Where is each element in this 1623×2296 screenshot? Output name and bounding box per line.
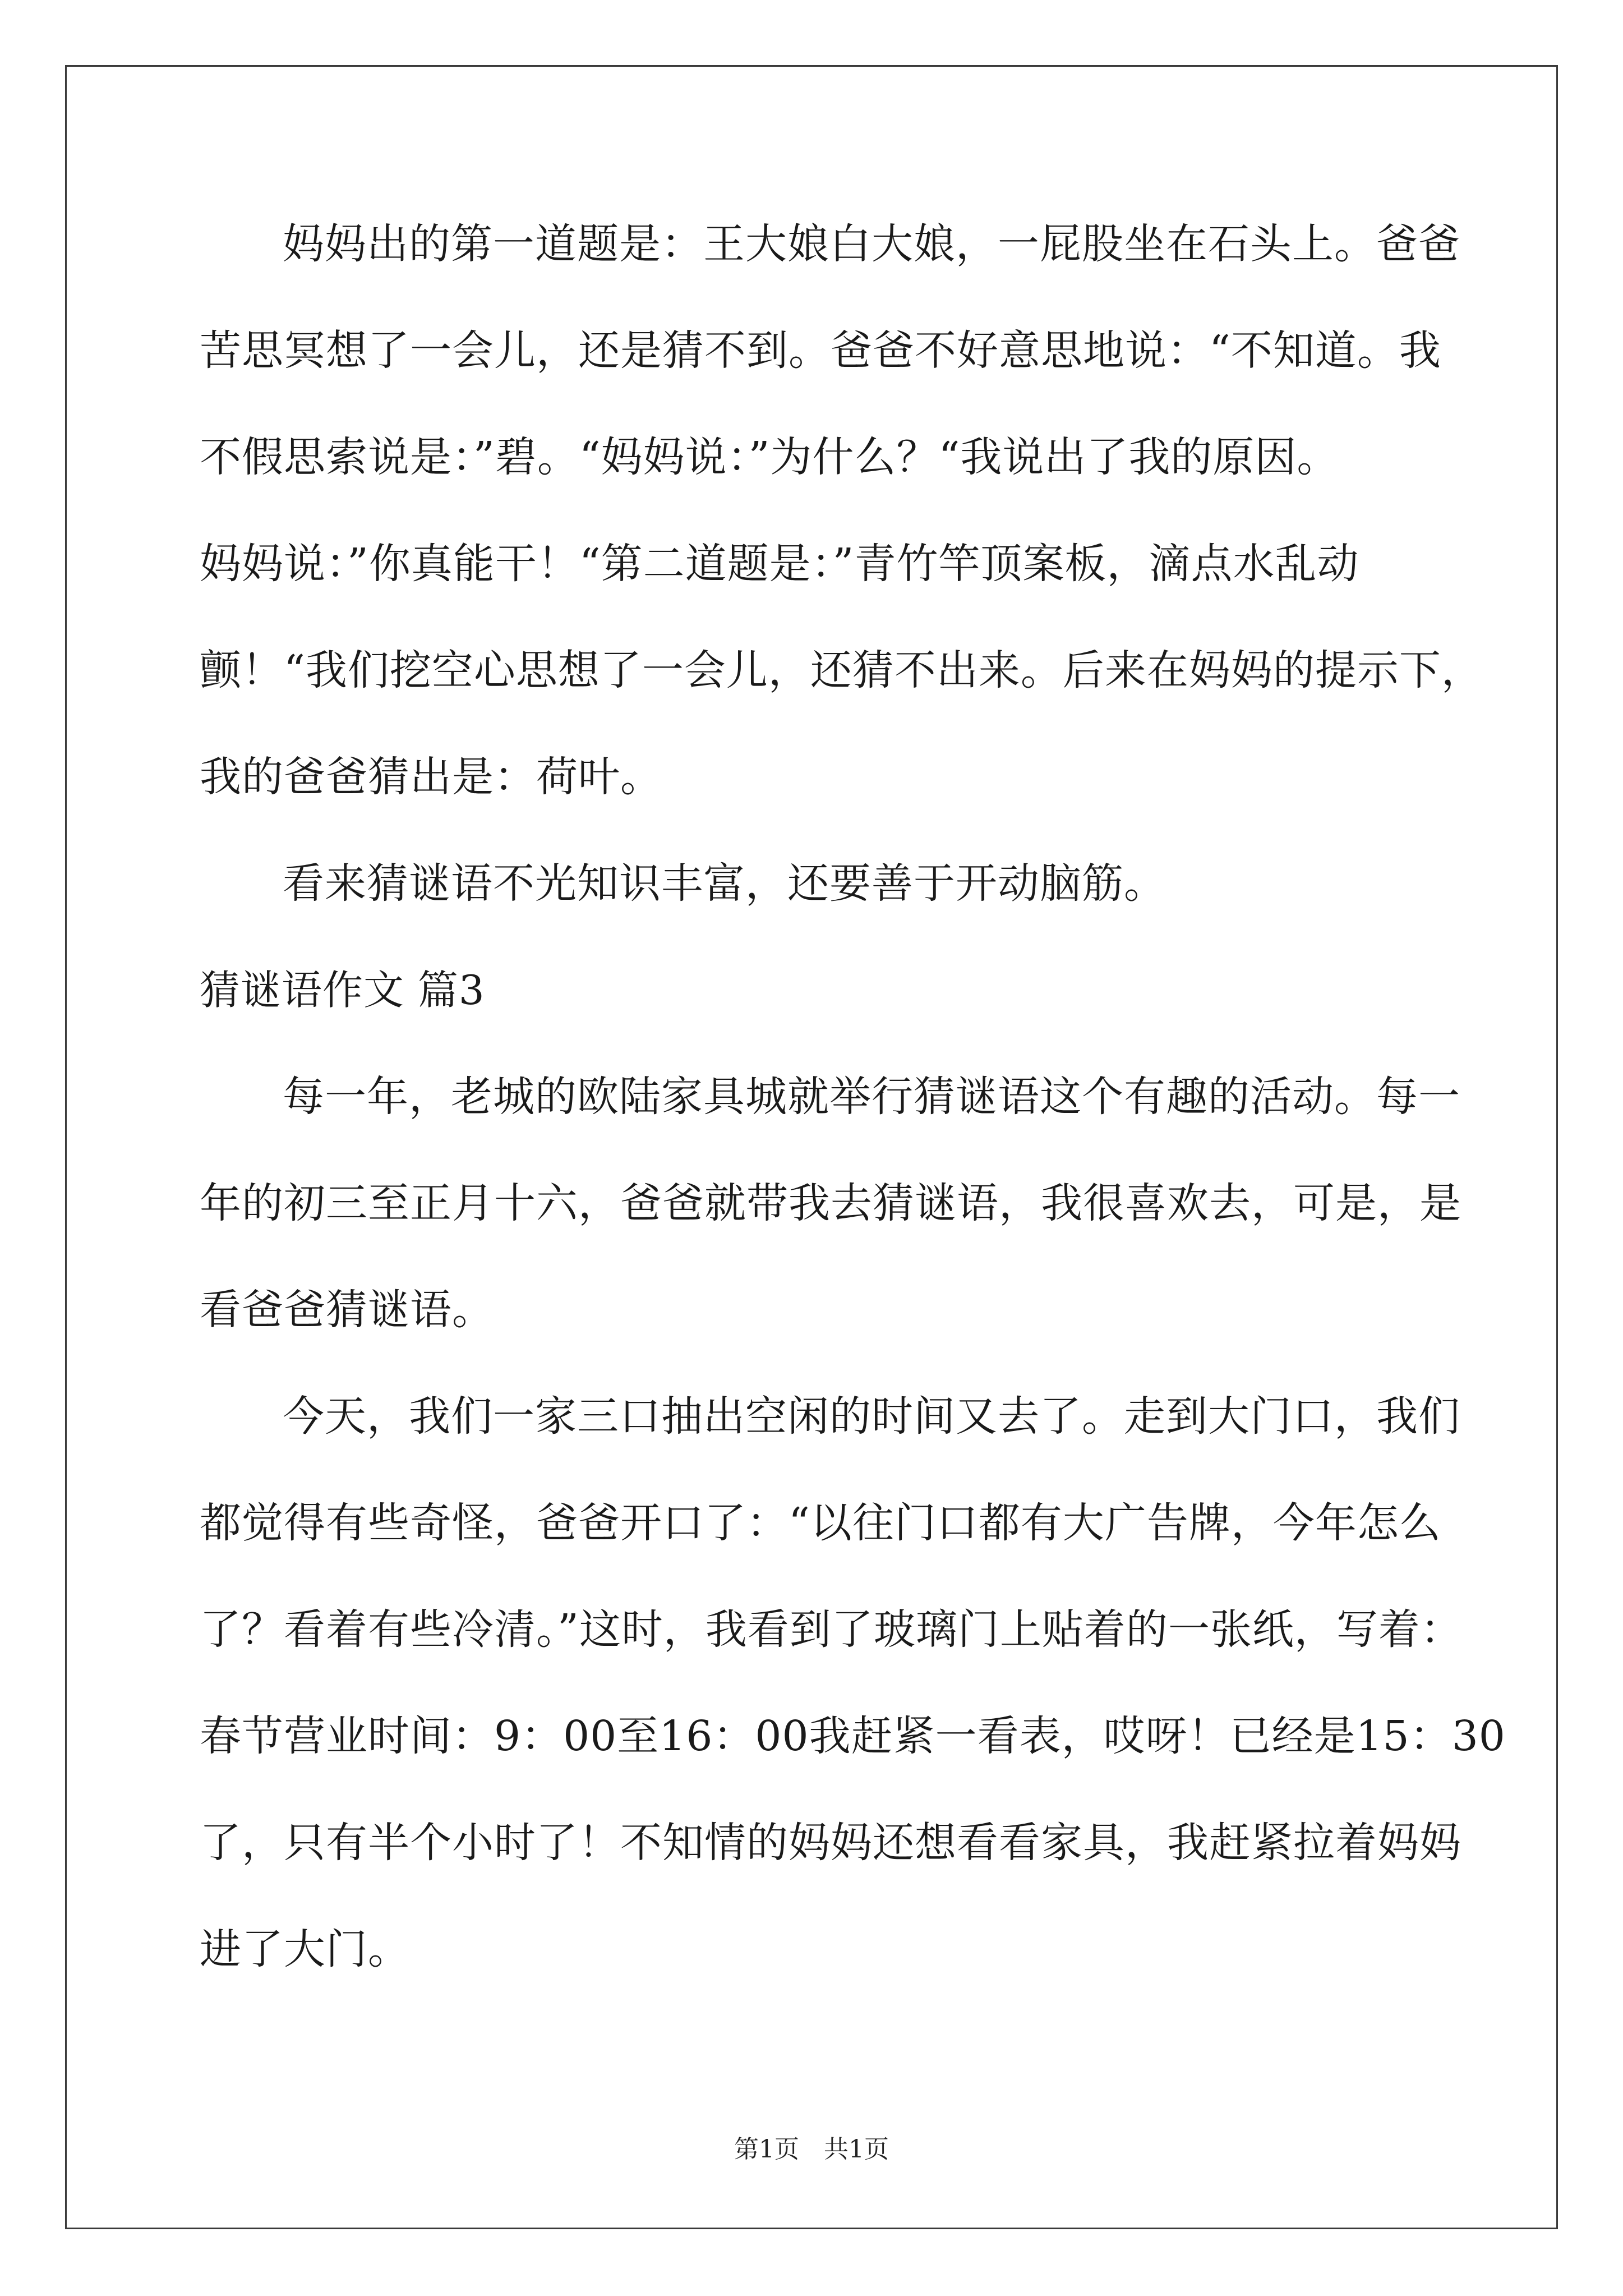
paragraph-line: 颤！“我们挖空心思想了一会儿，还猜不出来。后来在妈妈的提示下，: [200, 646, 1483, 694]
paragraph-line: 了？看着有些冷清。”这时，我看到了玻璃门上贴着的一张纸，写着：: [200, 1605, 1463, 1654]
paragraph-line: 每一年，老城的欧陆家具城就举行猜谜语这个有趣的活动。每一: [283, 1073, 1460, 1121]
section-heading: 猜谜语作文 篇3: [200, 967, 485, 1014]
paragraph-line: 年的初三至正月十六，爸爸就带我去猜谜语，我很喜欢去，可是，是: [200, 1179, 1461, 1227]
paragraph-line: 今天，我们一家三口抽出空闲的时间又去了。走到大门口，我们: [283, 1392, 1460, 1441]
paragraph-line: 看来猜谜语不光知识丰富，还要善于开动脑筋。: [283, 859, 1166, 908]
paragraph-line: 了，只有半个小时了！不知情的妈妈还想看看家具，我赶紧拉着妈妈: [200, 1819, 1461, 1867]
paragraph-line: 看爸爸猜谜语。: [200, 1286, 494, 1334]
paragraph-line: 进了大门。: [200, 1925, 410, 1973]
document-body: [200, 191, 1506, 2003]
page-footer: 第1页 共1页: [734, 2135, 889, 2164]
paragraph-line: 妈妈说：”你真能干！“第二道题是：”青竹竿顶案板，滴点水乱动: [200, 540, 1359, 588]
paragraph-line: 妈妈出的第一道题是：王大娘白大娘，一屁股坐在石头上。爸爸: [283, 220, 1460, 268]
paragraph-line: 苦思冥想了一会儿，还是猜不到。爸爸不好意思地说：“不知道。我: [200, 326, 1441, 375]
paragraph-line: 都觉得有些奇怪，爸爸开口了：“以往门口都有大广告牌，今年怎么: [200, 1499, 1441, 1547]
paragraph-line: 春节营业时间：9：00至16：00我赶紧一看表，哎呀！已经是15：30: [200, 1712, 1506, 1760]
paragraph-line: 不假思索说是：”碧。“妈妈说：”为什么？“我说出了我的原因。: [200, 433, 1339, 481]
paragraph-line: 我的爸爸猜出是：荷叶。: [200, 753, 662, 801]
